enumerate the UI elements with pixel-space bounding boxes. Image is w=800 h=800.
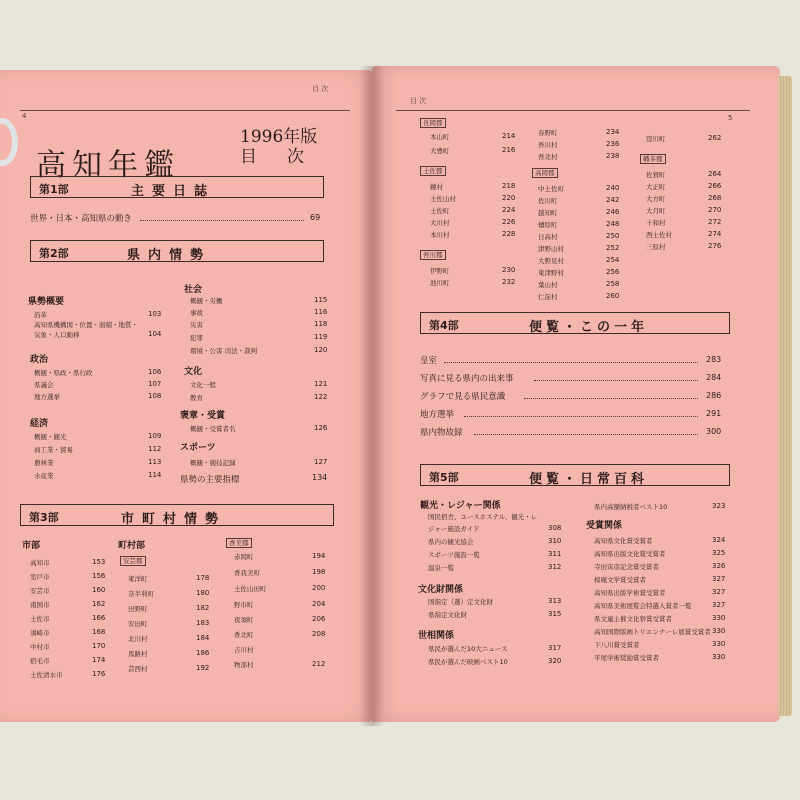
toc-item-label: 県内高額納税者ベスト10 <box>594 503 668 511</box>
municipality-page: 230 <box>502 266 516 274</box>
group-heading: 県勢概要 <box>28 297 65 307</box>
toc-item-label: 国民宿舎、ユースホステル、観光・レ <box>428 513 538 521</box>
toc-item-label: 平尾学術奨励賞受賞者 <box>594 654 659 662</box>
municipality-page: 258 <box>606 280 620 288</box>
right-page-number: 5 <box>728 114 733 122</box>
municipality-page: 270 <box>708 206 722 214</box>
group-heading: 文化財関係 <box>418 585 464 595</box>
municipality-label: 本山町 <box>430 133 450 141</box>
toc-item-page: 107 <box>148 380 162 388</box>
municipality-page: 256 <box>606 268 620 276</box>
municipality-label: 野市町 <box>234 601 254 609</box>
municipality-page: 162 <box>92 600 106 608</box>
municipality-page: 218 <box>502 182 516 190</box>
municipality-page: 248 <box>606 220 620 228</box>
toc-item-page: 126 <box>314 424 328 432</box>
part2-number: 第2部 <box>39 247 69 260</box>
toc-item-page: 308 <box>548 524 562 532</box>
toc-item-label: 概観・受賞者名 <box>190 425 236 433</box>
municipality-page: 178 <box>196 574 210 582</box>
municipality-page: 236 <box>606 140 620 148</box>
dot-leader <box>524 398 698 399</box>
municipality-page: 176 <box>92 670 106 678</box>
district-label: 香美郡 <box>226 538 252 548</box>
toc-item-label: 教育 <box>190 394 203 402</box>
municipality-label: 夜須町 <box>234 616 254 624</box>
municipality-page: 168 <box>92 628 106 636</box>
municipality-label: 香我美町 <box>234 569 260 577</box>
municipality-label: 大川村 <box>430 219 450 227</box>
municipality-label: 仁淀村 <box>538 293 558 301</box>
group-heading: 世相関係 <box>418 631 455 641</box>
toc-entry-page: 291 <box>706 409 722 418</box>
toc-item-page: 327 <box>712 601 726 609</box>
municipality-label: 大月町 <box>646 207 666 215</box>
toc-item-label: 環境・公害 司法・裁判 <box>190 347 258 355</box>
municipality-label: 奈半利町 <box>128 590 154 598</box>
municipality-page: 228 <box>502 230 516 238</box>
part2-header <box>30 240 324 262</box>
toc-item-label: 寺田寅彦記念賞受賞者 <box>594 563 659 571</box>
district-label: 幡多郡 <box>640 154 666 164</box>
municipality-label: 香北町 <box>234 631 254 639</box>
toc-item-label: 地方選挙 <box>34 393 60 401</box>
toc-item-label: 水産業 <box>34 472 54 480</box>
toc-entry-page: 284 <box>706 373 722 382</box>
municipality-label: 芸西村 <box>128 665 148 673</box>
dot-leader <box>534 380 698 381</box>
municipality-page: 260 <box>606 292 620 300</box>
dot-leader <box>474 434 698 435</box>
toc-label: 目次 <box>240 147 334 167</box>
part4-number: 第4部 <box>429 319 459 332</box>
toc-item-page: 310 <box>548 537 562 545</box>
toc-item-page: 313 <box>548 597 562 605</box>
part3-number: 第3部 <box>29 511 59 524</box>
municipality-label: 津野山村 <box>538 245 564 253</box>
toc-item-page: 327 <box>712 575 726 583</box>
dot-leader <box>140 220 304 221</box>
toc-item-label: 商工業・貿易 <box>34 446 73 454</box>
municipality-label: 吾北村 <box>538 153 558 161</box>
municipality-page: 170 <box>92 642 106 650</box>
municipality-page: 224 <box>502 206 516 214</box>
toc-item-page: 330 <box>712 627 726 635</box>
toc-item-page: 326 <box>712 562 726 570</box>
toc-item-page: 325 <box>712 549 726 557</box>
municipality-label: 佐川町 <box>538 197 558 205</box>
toc-item-label: 気象・人口動移 <box>34 331 80 339</box>
toc-item-page: 330 <box>712 614 726 622</box>
toc-item-label: 概観・観光 <box>34 433 67 441</box>
toc-entry-label: 皇室 <box>420 356 438 366</box>
part2-title: 県内情勢 <box>127 248 212 263</box>
municipality-page: 274 <box>708 230 722 238</box>
municipality-page: 276 <box>708 242 722 250</box>
municipality-label: 日高村 <box>538 233 558 241</box>
district-label: 長岡郡 <box>420 118 446 128</box>
toc-item-page: 120 <box>314 346 328 354</box>
toc-item-page: 116 <box>314 308 328 316</box>
municipality-page: 156 <box>92 572 106 580</box>
toc-item-label: 県民が選んだ10大ニュース <box>428 645 508 653</box>
municipality-label: 鏡村 <box>430 183 443 191</box>
toc-item-page: 317 <box>548 644 562 652</box>
municipality-page: 272 <box>708 218 722 226</box>
district-label: 安芸郡 <box>120 556 146 566</box>
toc-entry-label: 世界・日本・高知県の動き <box>30 214 133 224</box>
toc-item-label: 下八川賞受賞者 <box>594 641 640 649</box>
municipality-label: 物部村 <box>234 661 254 669</box>
toc-entry-label: 県内物故録 <box>420 428 463 438</box>
part3-header <box>20 504 334 526</box>
part5-number: 第5部 <box>429 471 459 484</box>
municipality-label: 大正町 <box>646 183 666 191</box>
toc-item-page: 127 <box>314 458 328 466</box>
municipality-page: 184 <box>196 634 210 642</box>
municipality-label: 土佐町 <box>430 207 450 215</box>
municipality-page: 180 <box>196 589 210 597</box>
city-heading: 市部 <box>22 541 41 551</box>
municipality-page: 220 <box>502 194 516 202</box>
municipality-page: 246 <box>606 208 620 216</box>
toc-item-label: 県文連主催文化祭賞受賞者 <box>594 615 672 623</box>
toc-item-label: 高知県文化賞受賞者 <box>594 537 653 545</box>
municipality-page: 194 <box>312 552 326 560</box>
municipality-label: 春野町 <box>538 129 558 137</box>
municipality-label: 西土佐村 <box>646 231 672 239</box>
district-label: 吾川郡 <box>420 250 446 260</box>
municipality-label: 安田町 <box>128 620 148 628</box>
municipality-label: 田野町 <box>128 605 148 613</box>
toc-item-page: 104 <box>148 330 162 338</box>
key-indicators-page: 134 <box>312 473 328 482</box>
municipality-page: 208 <box>312 630 326 638</box>
toc-item-label: 高知県出版文化賞受賞者 <box>594 550 666 558</box>
municipality-label: 東洋町 <box>128 575 148 583</box>
municipality-page: 250 <box>606 232 620 240</box>
toc-entry-label: 写真に見る県内の出来事 <box>420 374 514 384</box>
dot-leader <box>444 362 698 363</box>
municipality-label: 十和村 <box>646 219 666 227</box>
toc-item-page: 330 <box>712 653 726 661</box>
toc-item-label: 国指定（選）定文化財 <box>428 598 493 606</box>
toc-item-label: スポーツ施設一覧 <box>428 551 480 559</box>
municipality-label: 大豊町 <box>430 147 450 155</box>
toc-item-label: 県民が選んだ映画ベスト10 <box>428 658 508 666</box>
part3-title: 市町村情勢 <box>121 512 227 527</box>
municipality-label: 宿毛市 <box>30 657 50 665</box>
toc-item-page: 324 <box>712 536 726 544</box>
municipality-label: 安芸市 <box>30 587 50 595</box>
municipality-page: 226 <box>502 218 516 226</box>
municipality-page: 153 <box>92 558 106 566</box>
municipality-label: 土佐清水市 <box>30 671 63 679</box>
toc-item-page: 109 <box>148 432 162 440</box>
group-heading: 受賞関係 <box>586 521 623 531</box>
right-running-header: 目 次 <box>410 97 427 105</box>
left-page-number: 4 <box>22 112 27 120</box>
municipality-label: 檮原町 <box>538 221 558 229</box>
toc-item-label: 農林業 <box>34 459 54 467</box>
toc-item-label: 高知県美術展覧会特選入賞者一覧 <box>594 602 692 610</box>
part4-title: 便覧・この一年 <box>529 320 649 335</box>
part1-title: 主要日誌 <box>131 184 216 199</box>
part1-number: 第1部 <box>39 183 69 196</box>
group-heading: スポーツ <box>180 443 216 453</box>
municipality-page: 186 <box>196 649 210 657</box>
toc-item-label: 犯罪 <box>190 334 203 342</box>
page-edge <box>778 76 792 716</box>
municipality-page: 240 <box>606 184 620 192</box>
town-heading: 町村部 <box>118 541 146 551</box>
toc-item-page: 112 <box>148 445 162 453</box>
group-heading: 社会 <box>184 285 203 295</box>
toc-item-page: 119 <box>314 333 328 341</box>
left-top-rule <box>20 110 350 111</box>
left-running-header: 目 次 <box>312 85 329 93</box>
municipality-page: 252 <box>606 244 620 252</box>
toc-item-label: 概観・労働 <box>190 297 223 305</box>
toc-item-label: 高知県出版学術賞受賞者 <box>594 589 666 597</box>
municipality-page: 242 <box>606 196 620 204</box>
municipality-label: 土佐山田町 <box>234 585 267 593</box>
group-heading: 褒章・受賞 <box>180 411 226 421</box>
toc-item-page: 114 <box>148 471 162 479</box>
toc-item-label: 沿革 <box>34 311 47 319</box>
toc-entry-label: 地方選挙 <box>420 410 455 420</box>
toc-item-label: 県指定文化財 <box>428 611 467 619</box>
municipality-page: 216 <box>502 146 516 154</box>
municipality-label: 土佐山村 <box>430 195 456 203</box>
municipality-page: 268 <box>708 194 722 202</box>
municipality-label: 高知市 <box>30 559 50 567</box>
toc-item-label: 高知県機構図・位置・面積・地質・ <box>34 321 138 329</box>
toc-item-label: 高知国際版画トリエンナーレ展賞受賞者 <box>594 628 711 636</box>
municipality-page: 160 <box>92 586 106 594</box>
municipality-page: 174 <box>92 656 106 664</box>
key-indicators-label: 県勢の主要指標 <box>180 475 240 485</box>
municipality-page: 198 <box>312 568 326 576</box>
municipality-page: 183 <box>196 619 210 627</box>
municipality-page: 266 <box>708 182 722 190</box>
municipality-label: 室戸市 <box>30 573 50 581</box>
municipality-page: 214 <box>502 132 516 140</box>
part5-header <box>420 464 730 486</box>
part4-header <box>420 312 730 334</box>
municipality-page: 262 <box>708 134 722 142</box>
municipality-label: 須崎市 <box>30 629 50 637</box>
municipality-page: 200 <box>312 584 326 592</box>
municipality-page: 232 <box>502 278 516 286</box>
municipality-label: 池川町 <box>430 279 450 287</box>
toc-item-page: 108 <box>148 392 162 400</box>
toc-entry-page: 300 <box>706 427 722 436</box>
toc-entry-page: 283 <box>706 355 722 364</box>
municipality-label: 越知町 <box>538 209 558 217</box>
municipality-label: 土佐市 <box>30 615 50 623</box>
municipality-label: 三原村 <box>646 243 666 251</box>
municipality-label: 伊野町 <box>430 267 450 275</box>
toc-item-page: 103 <box>148 310 162 318</box>
toc-item-label: 県内の観光協会 <box>428 538 474 546</box>
toc-item-page: 115 <box>314 296 328 304</box>
municipality-label: 馬路村 <box>128 650 148 658</box>
toc-item-page: 121 <box>314 380 328 388</box>
municipality-label: 北川村 <box>128 635 148 643</box>
municipality-label: 東津野村 <box>538 269 564 277</box>
group-heading: 政治 <box>30 355 49 365</box>
part1-header <box>30 176 324 198</box>
toc-item-label: ジャー施設ガイド <box>428 525 480 533</box>
municipality-page: 234 <box>606 128 620 136</box>
municipality-page: 192 <box>196 664 210 672</box>
municipality-page: 238 <box>606 152 620 160</box>
municipality-page: 264 <box>708 170 722 178</box>
toc-item-label: 椋庵文学賞受賞者 <box>594 576 646 584</box>
municipality-label: 本川村 <box>430 231 450 239</box>
toc-item-page: 106 <box>148 368 162 376</box>
municipality-label: 佐賀町 <box>646 171 666 179</box>
toc-item-page: 330 <box>712 640 726 648</box>
municipality-page: 254 <box>606 256 620 264</box>
group-heading: 文化 <box>184 367 203 377</box>
toc-item-label: 概観・競技記録 <box>190 459 236 467</box>
toc-item-page: 118 <box>314 320 328 328</box>
toc-entry-page: 69 <box>310 213 321 222</box>
dot-leader <box>464 416 698 417</box>
municipality-label: 赤岡町 <box>234 553 254 561</box>
toc-item-label: 県議会 <box>34 381 54 389</box>
group-heading: 観光・レジャー関係 <box>420 501 501 511</box>
group-heading: 経済 <box>30 419 49 429</box>
toc-entry-page: 286 <box>706 391 722 400</box>
municipality-label: 大方町 <box>646 195 666 203</box>
municipality-page: 212 <box>312 660 326 668</box>
toc-item-label: 災害 <box>190 321 203 329</box>
toc-item-label: 文化一般 <box>190 381 216 389</box>
toc-item-label: 温泉一覧 <box>428 564 454 572</box>
district-label: 高岡郡 <box>532 168 558 178</box>
edition-label: 1996年版 <box>240 127 318 147</box>
toc-item-label: 概観・県政・県行政 <box>34 369 93 377</box>
toc-item-page: 327 <box>712 588 726 596</box>
toc-item-page: 323 <box>712 502 726 510</box>
municipality-page: 166 <box>92 614 106 622</box>
toc-item-page: 311 <box>548 550 562 558</box>
municipality-page: 182 <box>196 604 210 612</box>
right-top-rule <box>396 110 750 111</box>
municipality-label: 吉川村 <box>234 646 254 654</box>
municipality-label: 吾川村 <box>538 141 558 149</box>
toc-item-page: 320 <box>548 657 562 665</box>
municipality-label: 葉山村 <box>538 281 558 289</box>
toc-item-page: 113 <box>148 458 162 466</box>
toc-item-page: 315 <box>548 610 562 618</box>
toc-item-label: 事故 <box>190 309 203 317</box>
book-spine <box>360 66 384 726</box>
district-label: 土佐郡 <box>420 166 446 176</box>
municipality-label: 大野見村 <box>538 257 564 265</box>
municipality-label: 窪川町 <box>646 135 666 143</box>
municipality-label: 中土佐町 <box>538 185 564 193</box>
toc-item-page: 312 <box>548 563 562 571</box>
municipality-page: 204 <box>312 600 326 608</box>
municipality-label: 中村市 <box>30 643 50 651</box>
municipality-label: 南国市 <box>30 601 50 609</box>
page-title: 高知年鑑 <box>36 148 180 183</box>
part5-title: 便覧・日常百科 <box>529 472 649 487</box>
toc-item-page: 122 <box>314 393 328 401</box>
municipality-page: 206 <box>312 615 326 623</box>
toc-entry-label: グラフで見る県民意識 <box>420 392 506 402</box>
